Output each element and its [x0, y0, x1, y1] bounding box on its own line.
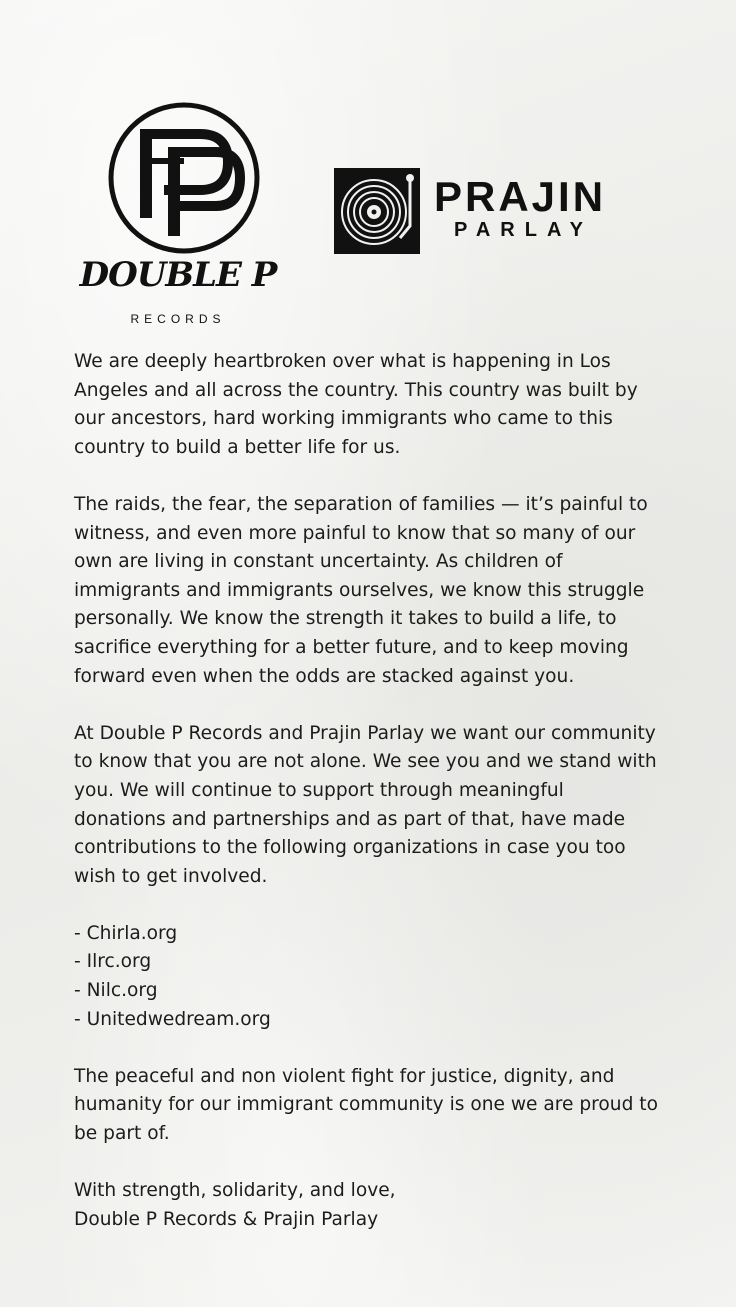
turntable-icon — [334, 168, 420, 254]
prajin-wordmark: PRAJIN — [434, 173, 607, 220]
logo-header — [0, 0, 736, 340]
text-line: humanity for our immigrant community is one we are proud to — [74, 1094, 658, 1116]
text-line: At Double P Records and Prajin Parlay we want our community — [74, 722, 656, 744]
double-p-records-logo — [68, 96, 288, 336]
paragraph-2 — [74, 491, 704, 691]
records-subtitle: RECORDS — [130, 312, 226, 326]
text-line: The peaceful and non violent fight for justice, dignity, and — [74, 1065, 615, 1087]
paragraph-1 — [74, 348, 704, 462]
parlay-wordmark: PARLAY — [454, 219, 593, 241]
pp-monogram-icon — [68, 96, 288, 256]
organization-item: - Nilc.org — [74, 980, 158, 1002]
signature-line: Double P Records & Prajin Parlay — [74, 1208, 379, 1230]
text-line: Angeles and all across the country. This country was built by — [74, 379, 638, 401]
text-line: own are living in constant uncertainty. As children of — [74, 551, 563, 573]
paragraph-3 — [74, 720, 704, 892]
organization-item: - Ilrc.org — [74, 951, 152, 973]
organization-list — [74, 920, 704, 1034]
prajin-parlay-logo — [334, 168, 684, 254]
closing-line: With strength, solidarity, and love, — [74, 1180, 396, 1202]
text-line: The raids, the fear, the separation of families — it’s painful to — [74, 493, 648, 515]
text-line: wish to get involved. — [74, 865, 268, 887]
text-line: witness, and even more painful to know that so many of our — [74, 522, 636, 544]
organization-item: - Chirla.org — [74, 922, 178, 944]
closing-signature — [74, 1177, 704, 1234]
text-line: contributions to the following organizations in case you too — [74, 837, 626, 859]
text-line: immigrants and immigrants ourselves, we know this struggle — [74, 579, 645, 601]
text-line: be part of. — [74, 1123, 170, 1145]
text-line: to know that you are not alone. We see you and we stand with — [74, 751, 657, 773]
text-line: donations and partnerships and as part of that, have made — [74, 808, 626, 830]
text-line: country to build a better life for us. — [74, 436, 401, 458]
organization-item: - Unitedwedream.org — [74, 1008, 271, 1030]
text-line: our ancestors, hard working immigrants who came to this — [74, 408, 613, 430]
double-p-script-wordmark: DOUBLE P — [79, 255, 277, 295]
text-line: personally. We know the strength it takes to build a life, to — [74, 608, 617, 630]
text-line: you. We will continue to support through meaningful — [74, 779, 564, 801]
statement-letter — [74, 348, 704, 1234]
text-line: forward even when the odds are stacked against you. — [74, 665, 575, 687]
text-line: sacrifice everything for a better future, and to keep moving — [74, 636, 629, 658]
paragraph-4 — [74, 1063, 704, 1149]
text-line: We are deeply heartbroken over what is happening in Los — [74, 351, 611, 372]
